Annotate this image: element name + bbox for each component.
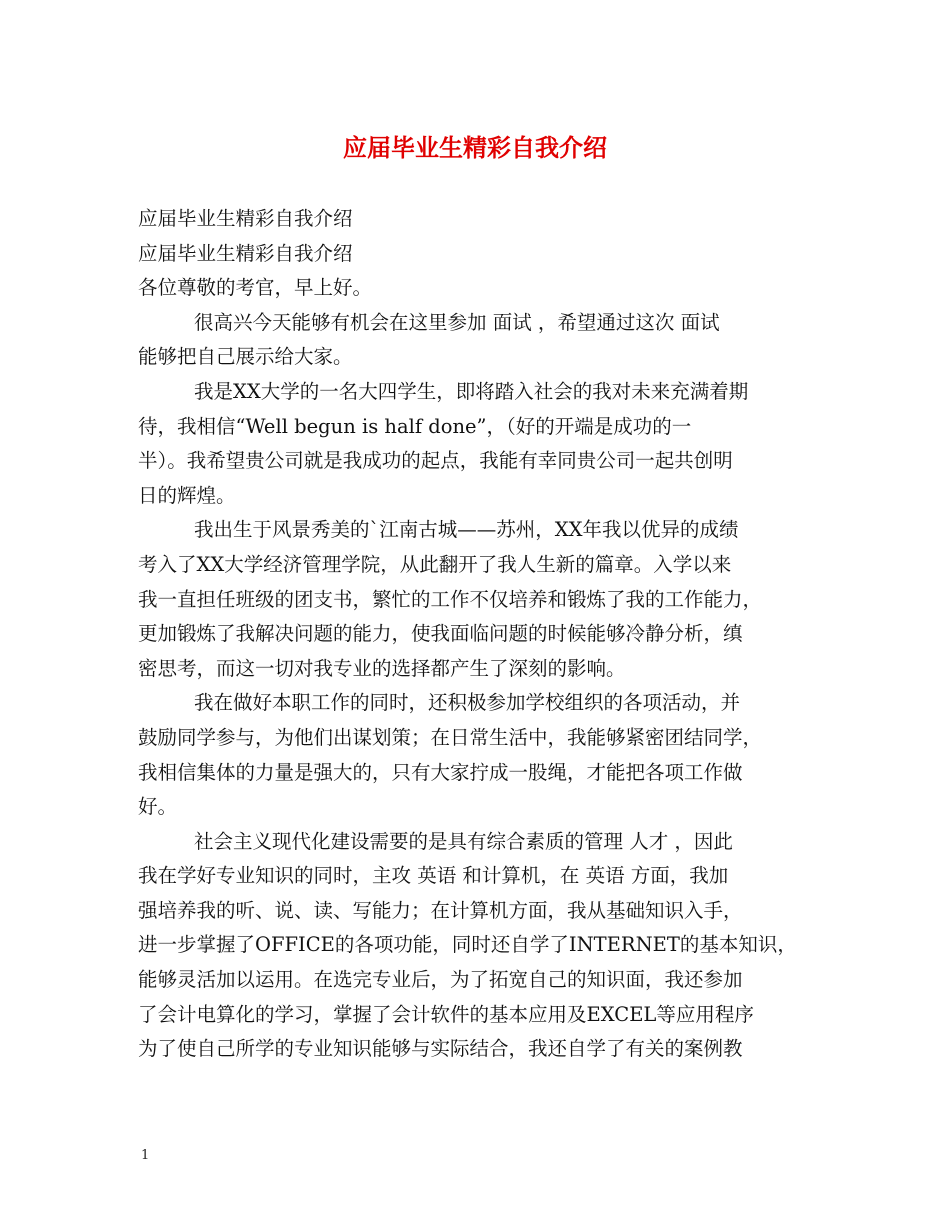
body-line: 待，我相信“Well begun is half done”，（好的开端是成功的一: [138, 414, 692, 438]
body-line: 半）。我希望贵公司就是我成功的起点，我能有幸同贵公司一起共创明: [138, 449, 733, 473]
body-line: 更加锻炼了我解决问题的能力，使我面临问题的时候能够冷静分析，缜: [138, 622, 743, 646]
body-line: 应届毕业生精彩自我介绍: [138, 241, 353, 265]
body-line: 鼓励同学参与，为他们出谋划策；在日常生活中，我能够紧密团结同学，: [138, 725, 763, 749]
body-line: 考入了XX大学经济管理学院，从此翻开了我人生新的篇章。入学以来: [138, 552, 732, 576]
paragraph-first-line: 我在做好本职工作的同时，还积极参加学校组织的各项活动，并: [194, 691, 741, 715]
paragraph-first-line: 很高兴今天能够有机会在这里参加 面试 ，希望通过这次 面试: [194, 310, 720, 334]
paragraph-first-line: 我出生于风景秀美的`江南古城——苏州，XX年我以优异的成绩: [194, 518, 739, 542]
body-line: 我相信集体的力量是强大的，只有大家拧成一股绳，才能把各项工作做: [138, 760, 743, 784]
body-line: 我一直担任班级的团支书，繁忙的工作不仅培养和锻炼了我的工作能力，: [138, 587, 763, 611]
body-line: 强培养我的听、说、读、写能力；在计算机方面，我从基础知识入手，: [138, 898, 743, 922]
body-line: 日的辉煌。: [138, 483, 236, 507]
page-number: 1: [141, 1148, 150, 1163]
body-line: 进一步掌握了OFFICE的各项功能，同时还自学了INTERNET的基本知识，: [138, 933, 797, 957]
body-line: 能够把自己展示给大家。: [138, 345, 353, 369]
body-line: 为了使自己所学的专业知识能够与实际结合，我还自学了有关的案例教: [138, 1037, 743, 1061]
body-line: 好。: [138, 795, 178, 819]
body-line: 应届毕业生精彩自我介绍: [138, 207, 353, 230]
body-line: 能够灵活加以运用。在选完专业后，为了拓宽自己的知识面，我还参加: [138, 968, 743, 992]
document-title: 应届毕业生精彩自我介绍: [343, 134, 607, 162]
body-line: 各位尊敬的考官，早上好。: [138, 276, 373, 300]
paragraph-first-line: 我是XX大学的一名大四学生，即将踏入社会的我对未来充满着期: [194, 379, 749, 403]
body-line: 我在学好专业知识的同时，主攻 英语 和计算机，在 英语 方面，我加: [138, 864, 729, 888]
document-body: [138, 202, 818, 1067]
body-line: 了会计电算化的学习，掌握了会计软件的基本应用及EXCEL等应用程序: [138, 1002, 754, 1026]
body-line: 密思考，而这一切对我专业的选择都产生了深刻的影响。: [138, 656, 626, 680]
paragraph-first-line: 社会主义现代化建设需要的是具有综合素质的管理 人才 ，因此: [194, 829, 733, 853]
